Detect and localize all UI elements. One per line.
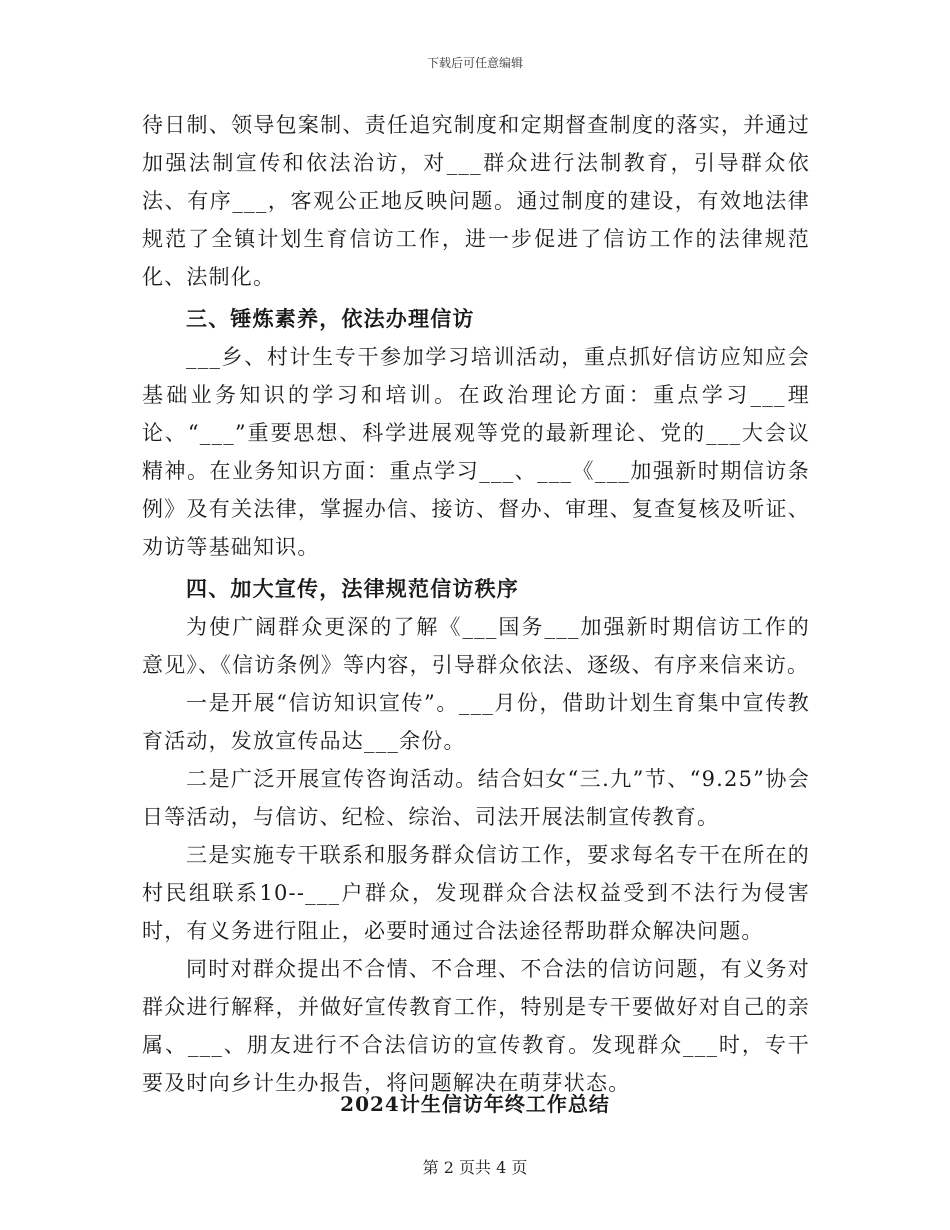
paragraph-2: ___乡、村计生专干参加学习培训活动，重点抓好信访应知应会基础业务知识的学习和培训。在政治理论方面：重点学习___理论、“___”重要思想、科学进展观等党的最新理论、党的___大会议精神。在业务知识方面：重点学习___、___《___加强新时期信访条例》及有关法律，掌握办信、接访、督办、审理、复查复核及听证、劝访等基础知识。 [142, 345, 810, 559]
document-body [142, 106, 810, 1102]
section-heading-3: 三、锤炼素养，依法办理信访 [186, 306, 475, 331]
paragraph-3: 为使广阔群众更深的了解《___国务___加强新时期信访工作的意见》、《信访条例》等内容，引导群众依法、逐级、有序来信来访。 [142, 615, 810, 677]
page-number: 第 2 页共 4 页 [422, 1158, 528, 1177]
paragraph-1: 待日制、领导包案制、责任追究制度和定期督查制度的落实，并通过加强法制宣传和依法治访，对___群众进行法制教育，引导群众依法、有序___，客观公正地反映问题。通过制度的建设，有效地法律规范了全镇计划生育信访工作，进一步促进了信访工作的法律规范化、法制化。 [142, 113, 810, 289]
paragraph-4: 一是开展“信访知识宣传”。___月份，借助计划生育集中宣传教育活动，发放宣传品达___余份。 [142, 691, 810, 753]
document-title: 2024计生信访年终工作总结 [340, 1092, 610, 1116]
paragraph-6: 三是实施专干联系和服务群众信访工作，要求每名专干在所在的村民组联系10--___户群众，发现群众合法权益受到不法行为侵害时，有义务进行阻止，必要时通过合法途径帮助群众解决问题。 [142, 843, 810, 943]
paragraph-7: 同时对群众提出不合情、不合理、不合法的信访问题，有义务对群众进行解释，并做好宣传教育工作，特别是专干要做好对自己的亲属、___、朋友进行不合法信访的宣传教育。发现群众___时，专干要及时向乡计生办报告，将问题解决在萌芽状态。 [142, 957, 810, 1095]
page-header-note: 下载后可任意编辑 [426, 56, 523, 70]
section-heading-4: 四、加大宣传，法律规范信访秩序 [186, 576, 519, 601]
paragraph-5: 二是广泛开展宣传咨询活动。结合妇女“三.九”节、“9.25”协会日等活动，与信访、纪检、综治、司法开展法制宣传教育。 [142, 767, 810, 829]
